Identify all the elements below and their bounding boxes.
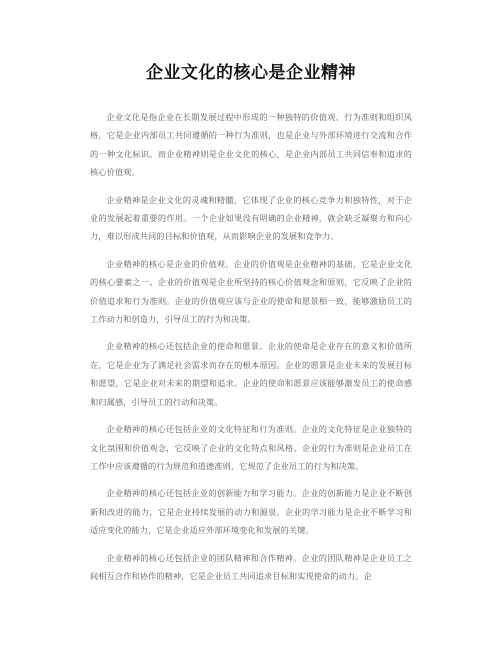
paragraph-5: 企业精神的核心还包括企业的文化特征和行为准则。企业的文化特征是企业独特的文化氛围和价值观念，它反映了企业的文化特点和风格。企业的行为准则是企业员工在工作中应该遵循的行为规范和道德准则，它规范了企业员工的行为和决策。 (90, 424, 412, 471)
paragraph-4: 企业精神的核心还包括企业的使命和愿景。企业的使命是企业存在的意义和价值所在，它是企业为了满足社会需求而存在的根本原因。企业的愿景是企业未来的发展目标和愿望，它是企业对未来的期望和追求。企业的使命和愿景应该能够激发员工的使命感和归属感，引导员工的行动和决策。 (90, 341, 412, 407)
paragraph-3: 企业精神的核心是企业的价值观。企业的价值观是企业精神的基础，它是企业文化的核心要素之一。企业的价值观是企业所坚持的核心价值观念和原则，它反映了企业的价值追求和行为准则。企业的价值观应该与企业的使命和愿景相一致，能够激励员工的工作动力和创造力，引导员工的行为和决策。 (90, 258, 412, 325)
paragraph-2: 企业精神是企业文化的灵魂和精髓，它体现了企业的核心竞争力和独特性，对于企业的发展起着重要的作用。一个企业如果没有明确的企业精神，就会缺乏凝聚力和向心力，难以形成共同的目标和价值观，从而影响企业的发展和竞争力。 (90, 194, 412, 242)
paragraph-6: 企业精神的核心还包括企业的创新能力和学习能力。企业的创新能力是企业不断创新和改进的能力，它是企业持续发展的动力和源泉。企业的学习能力是企业不断学习和适应变化的能力，它是企业适应外部环境变化和发展的关键。 (90, 488, 412, 536)
paragraph-7: 企业精神的核心还包括企业的团队精神和合作精神。企业的团队精神是企业员工之间相互合作和协作的精神，它是企业员工共同追求目标和实现使命的动力。企 (90, 552, 412, 581)
paragraph-1: 企业文化是指企业在长期发展过程中形成的一种独特的价值观、行为准则和组织风格，它是企业内部员工共同遵循的一种行为准则，也是企业与外部环境进行交流和合作的一种文化标识。而企业精神则是企业文化的核心，是企业内部员工共同信奉和追求的核心价值观。 (90, 112, 412, 178)
document-title: 企业文化的核心是企业精神 (146, 63, 356, 83)
